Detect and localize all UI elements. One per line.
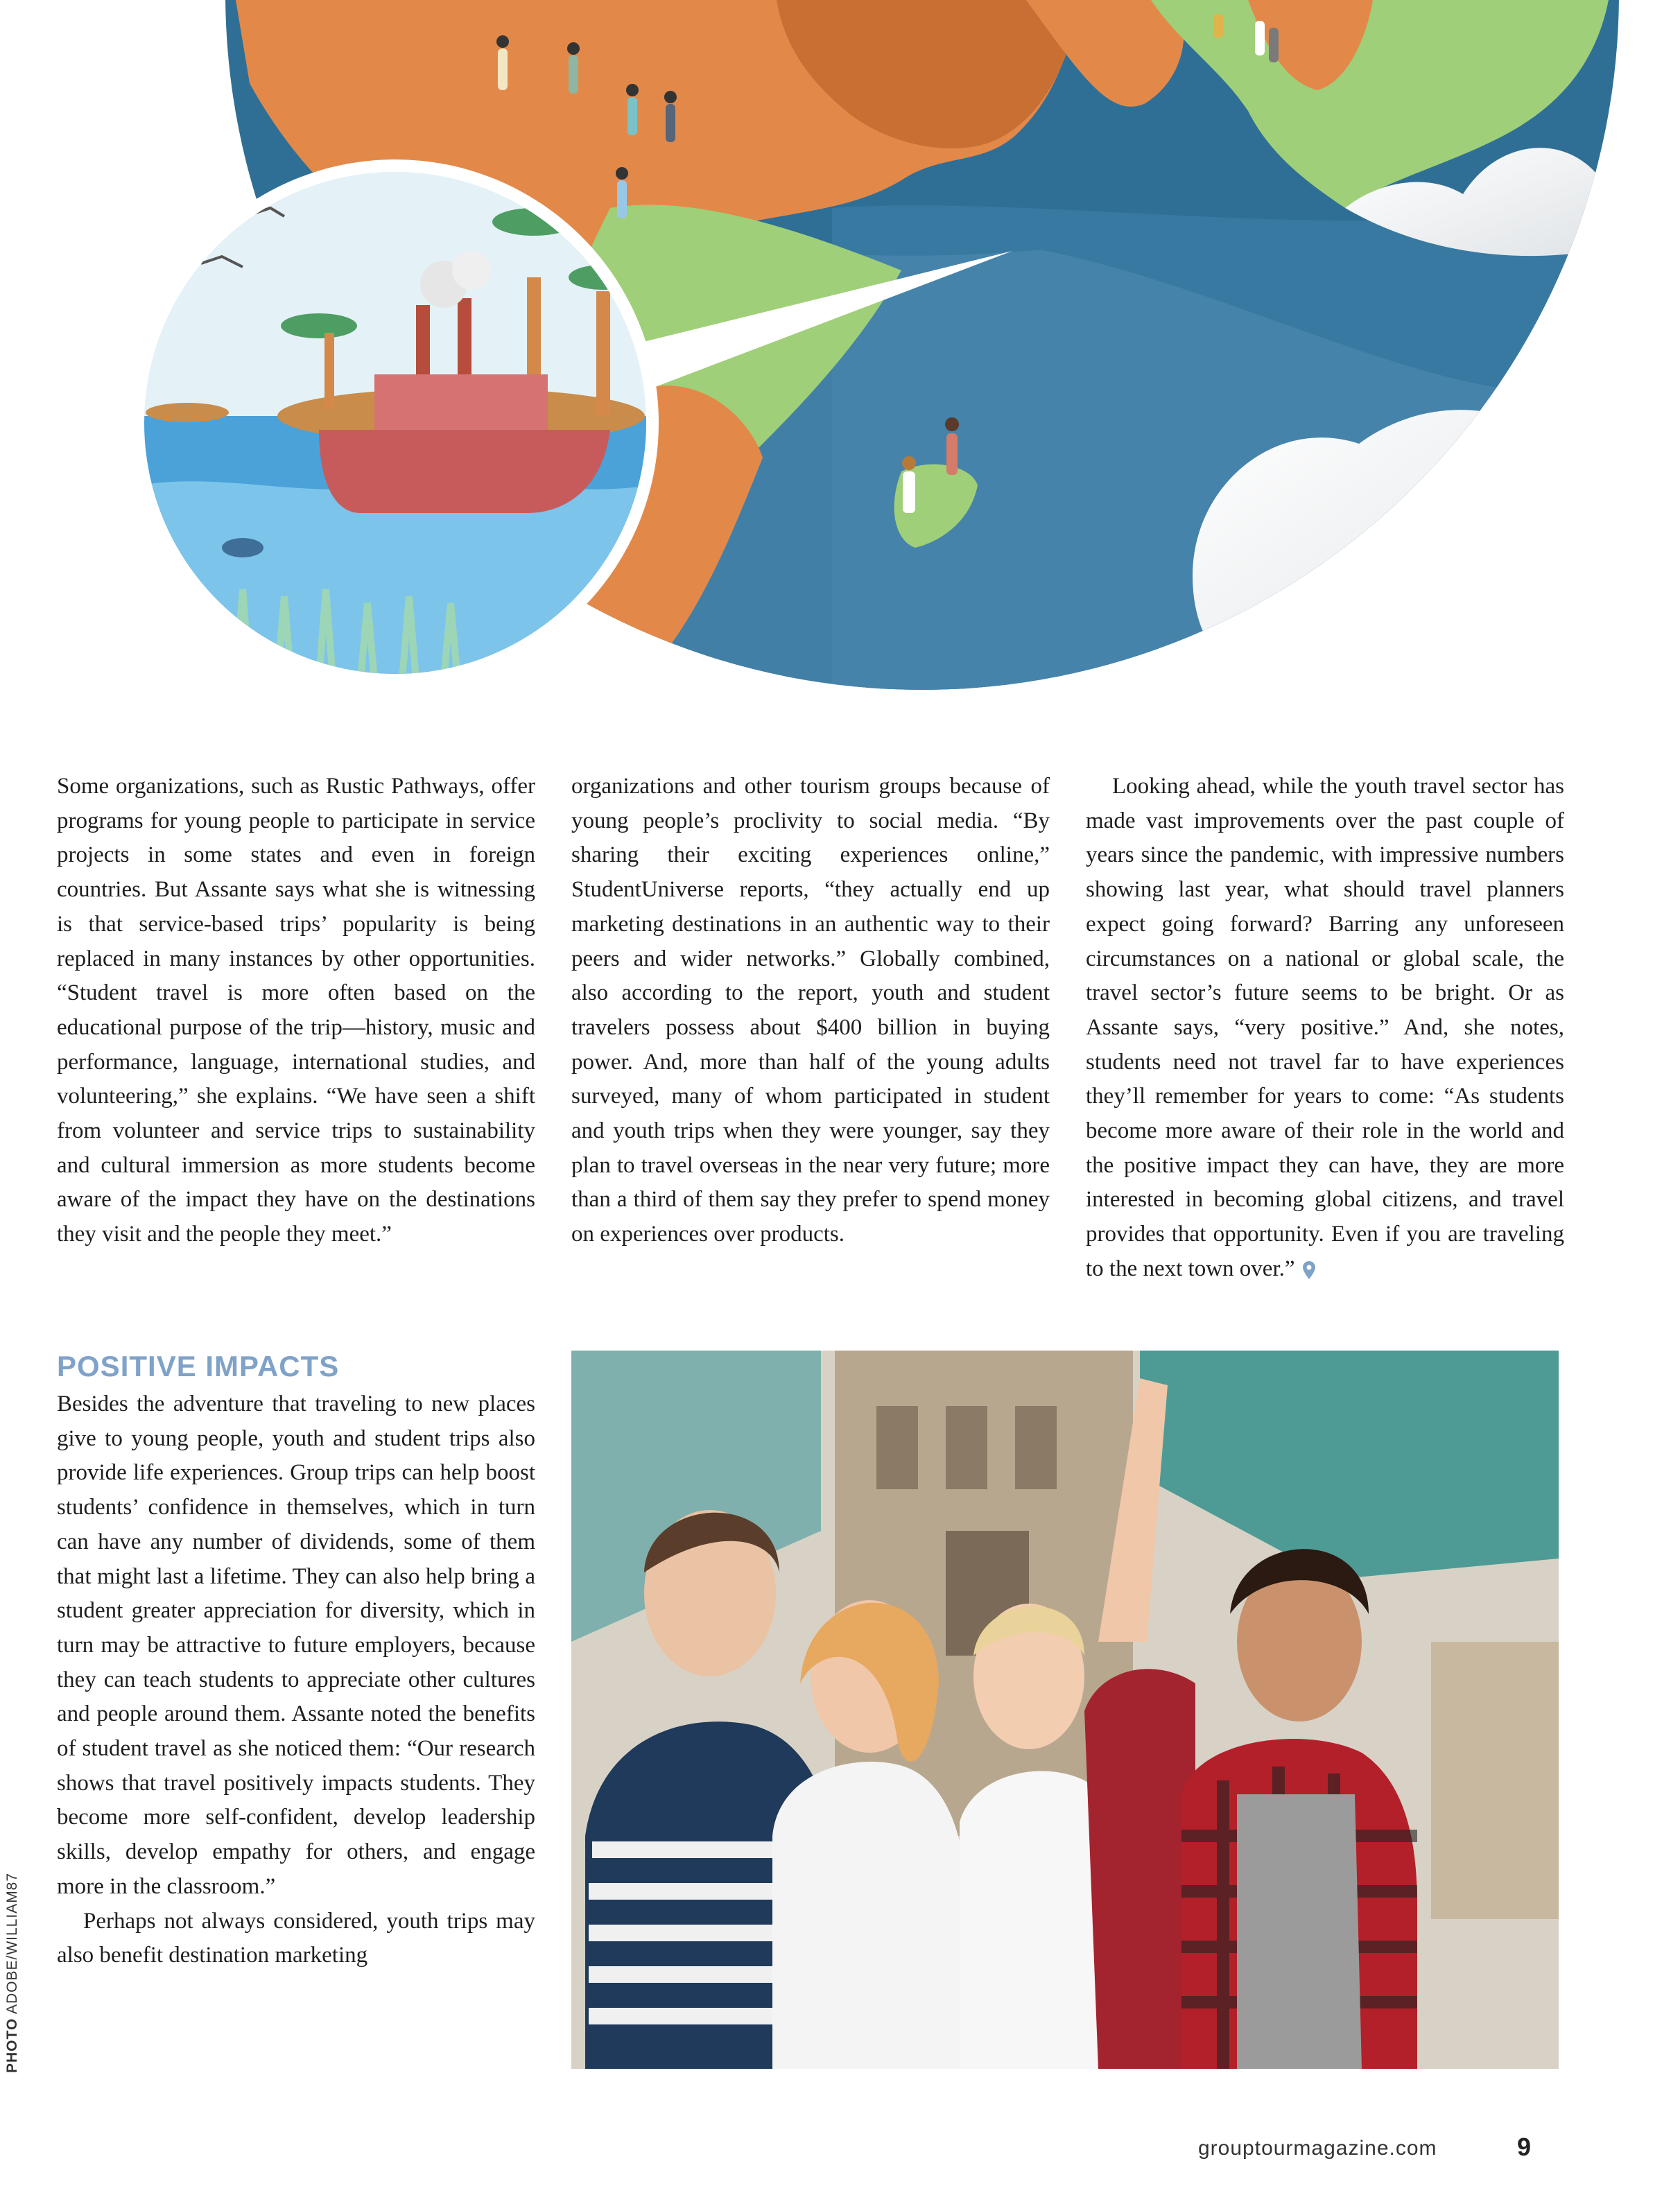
article-column-2 <box>571 770 1050 1252</box>
column-1-text: Some organizations, such as Rustic Pathways, offer programs for young people to participate in service projects in some states and even in foreign countries. But Assante says what she is witnessing is that service-based trips’ popularity is being replaced in many instances by other opportunities. “Student travel is more often based on the educational purpose of the trip—history, music and performance, language, international studies, and volunteering,” she explains. “We have seen a shift from volunteer and service trips to sustainability and cultural immersion as more students become aware of the impact they have on the destinations they visit and the people they meet.” <box>57 774 535 1247</box>
positive-impacts-section <box>57 1348 535 1973</box>
article-column-1 <box>57 770 535 1252</box>
section-paragraph-1: Besides the adventure that traveling to new places give to young people, youth and student trips also provide life experiences. Group trips can help boost students’ confidence in themselves, which in turn can have any number of dividends, some of them that might last a lifetime. They can also help bring a student greater appreciation for diversity, which in turn may be attractive to future employers, because they can teach students to appreciate other cultures and people around them. Assante noted the benefits of student travel as she noticed them: “Our research shows that travel positively impacts students. They become more self-confident, develop leadership skills, develop empathy for others, and engage more in the classroom.” <box>57 1391 535 1899</box>
photo-credit-label: PHOTO <box>4 2018 20 2073</box>
photo-credit-source: ADOBE/WILLIAM87 <box>4 1872 20 2015</box>
column-3-text: Looking ahead, while the youth travel sector has made vast improvements over the past couple of years since the pandemic, with impressive numbers showing last year, what should travel planners expect going forward? Barring any unforeseen circumstances on a national or global scale, the travel sector’s future seems to be bright. Or as Assante says, “very positive.” And, she notes, students need not travel far to have experiences they’ll remember for years to come: “As students become more aware of their role in the world and the positive impact they can have, they are more interested in becoming global citizens, and travel provides that opportunity. Even if you are traveling to the next town over.” <box>1086 774 1564 1281</box>
footer-url: grouptourmagazine.com <box>1198 2137 1437 2160</box>
section-heading: POSITIVE IMPACTS <box>57 1350 340 1382</box>
page-number: 9 <box>1517 2133 1532 2161</box>
section-paragraph-2: Perhaps not always considered, youth trips may also benefit destination marketing <box>57 1908 535 1968</box>
photo-credit <box>4 1873 21 2073</box>
map-pin-icon <box>1302 1260 1316 1280</box>
article-column-3 <box>1086 770 1564 1287</box>
students-photo <box>571 1351 1559 2069</box>
globe-illustration <box>0 0 1680 693</box>
column-2-text: organizations and other tourism groups because of young people’s proclivity to social media. “By sharing their exciting experiences online,” StudentUniverse reports, “they actually end up marketing destinations in an authentic way to their peers and wider networks.” Globally combined, also according to the report, youth and student travelers possess about $400 billion in buying power. And, more than half of the young adults surveyed, many of whom participated in student and youth trips when they were younger, say they plan to travel overseas in the near very future; more than a third of them say they prefer to spend money on experiences over products. <box>571 774 1050 1247</box>
students-photo-illustration <box>571 1351 1559 2069</box>
